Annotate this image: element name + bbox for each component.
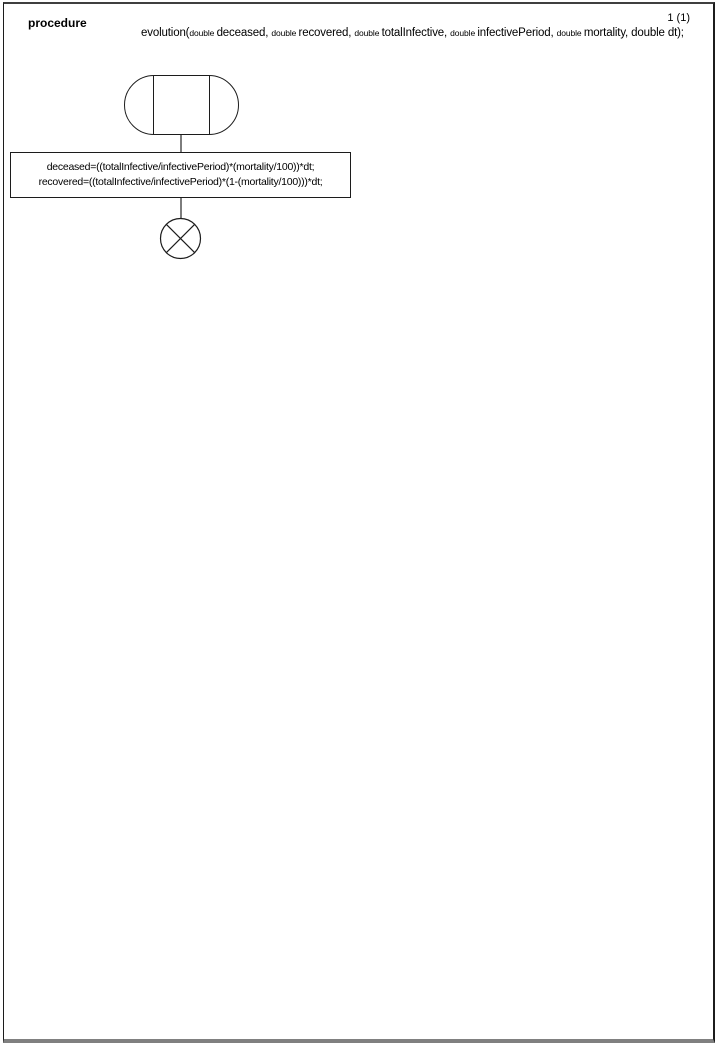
- signature-part: double dt);: [631, 27, 684, 39]
- signature-part-type-keyword: double: [271, 28, 299, 38]
- procedure-kind-label: procedure: [28, 16, 87, 30]
- signature-part-type-keyword: double: [354, 28, 382, 38]
- flowchart-canvas: [4, 4, 716, 294]
- signature-part: recovered,: [298, 27, 355, 39]
- start-node-shape: [125, 76, 239, 135]
- signature-part: evolution(: [141, 27, 190, 39]
- signature-part: totalInfective,: [381, 27, 451, 39]
- signature-part-type-keyword: double: [450, 28, 478, 38]
- report-page: [3, 2, 715, 1043]
- signature-part: infectivePeriod,: [477, 27, 557, 39]
- statement-box: [10, 152, 351, 198]
- signature-part: mortality,: [583, 27, 632, 39]
- signature-part-type-keyword: double: [189, 28, 217, 38]
- page-number: 1 (1): [667, 12, 690, 24]
- signature-part: deceased,: [216, 27, 272, 39]
- statement-line: recovered=((totalInfective/infectivePeriod)*(1-(mortality/100)))*dt;: [38, 176, 323, 188]
- statement-line: deceased=((totalInfective/infectivePeriod)*(mortality/100))*dt;: [46, 161, 315, 173]
- signature-part-type-keyword: double: [556, 28, 584, 38]
